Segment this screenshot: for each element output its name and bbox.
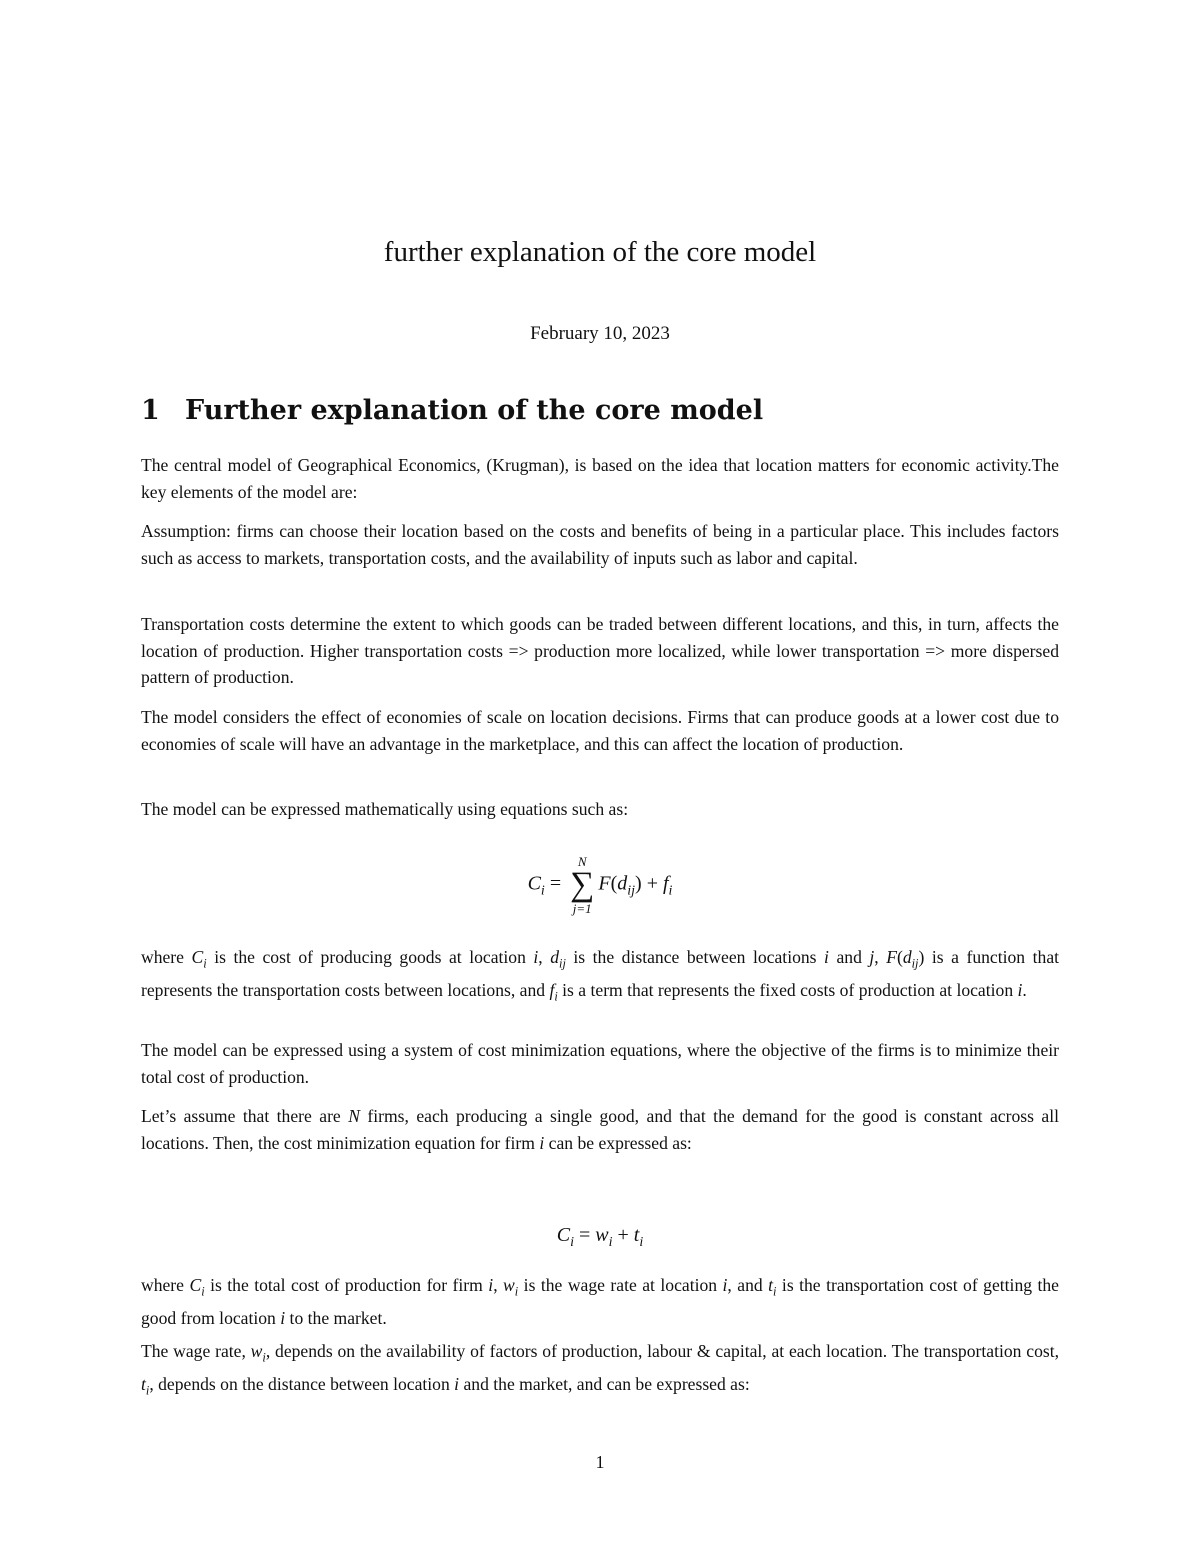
equation-cost-sum: $C_i$ = N ∑ j=1 $F(d_{ij}) + f_i$ (527, 854, 673, 916)
section-number: 1 (141, 395, 160, 426)
paragraph-equations-intro: The model can be expressed mathematically using equations such as: (141, 799, 629, 819)
paragraph-where-1: where $C_i$ is the cost of producing goods at location i, $d_{ij}$ is the distance between locations i and j, $F(d_{ij})$ is a function that represents the transportation costs between locations, and $f_i$ is a term that represents the fixed costs of production at location i. (141, 947, 1060, 1004)
document-title: further explanation of the core model (383, 236, 817, 268)
document-date: February 10, 2023 (530, 323, 670, 344)
paragraph-intro: The central model of Geographical Economics, (Krugman), is based on the idea that location matters for economic activity.The key elements of the model are: (141, 455, 1059, 502)
paragraph-scale: The model considers the effect of economies of scale on location decisions. Firms that can produce goods at a lower cost due to economies of scale will have an advantage in the marketplace, and this can affect the location of production. (141, 707, 1059, 754)
paragraph-wage-rate: The wage rate, $w_i$, depends on the availability of factors of production, labour & capital, at each location. The transportation cost, $t_i$, depends on the distance between location i and the market, and can be expressed as: (141, 1341, 1059, 1398)
equation-cost-components: $C_i = w_i + t_i$ (556, 1224, 644, 1250)
paragraph-assume-firms: Let’s assume that there are N firms, each producing a single good, and that the demand for the good is constant across all locations. Then, the cost minimization equation for firm i can be expressed as: (141, 1106, 1059, 1153)
page-number: 1 (595, 1452, 605, 1472)
summation-symbol: N ∑ j=1 (570, 854, 595, 916)
paragraph-minimization: The model can be expressed using a system of cost minimization equations, where the objective of the firms is to minimize their total cost of production. (141, 1040, 1059, 1087)
paragraph-transport: Transportation costs determine the extent to which goods can be traded between different locations, and this, in turn, affects the location of production. Higher transportation costs => production more localized, while lower transportation => more dispersed pattern of production. (141, 614, 1059, 687)
section-heading (141, 395, 763, 426)
section-title: Further explanation of the core model (185, 395, 764, 426)
paragraph-assumption: Assumption: firms can choose their location based on the costs and benefits of being in a particular place. This includes factors such as access to markets, transportation costs, and the availability of inputs such as labor and capital. (141, 521, 1059, 568)
paragraph-where-2: where $C_i$ is the total cost of production for firm i, $w_i$ is the wage rate at location i, and $t_i$ is the transportation cost of getting the good from location i to the market. (141, 1275, 1059, 1328)
